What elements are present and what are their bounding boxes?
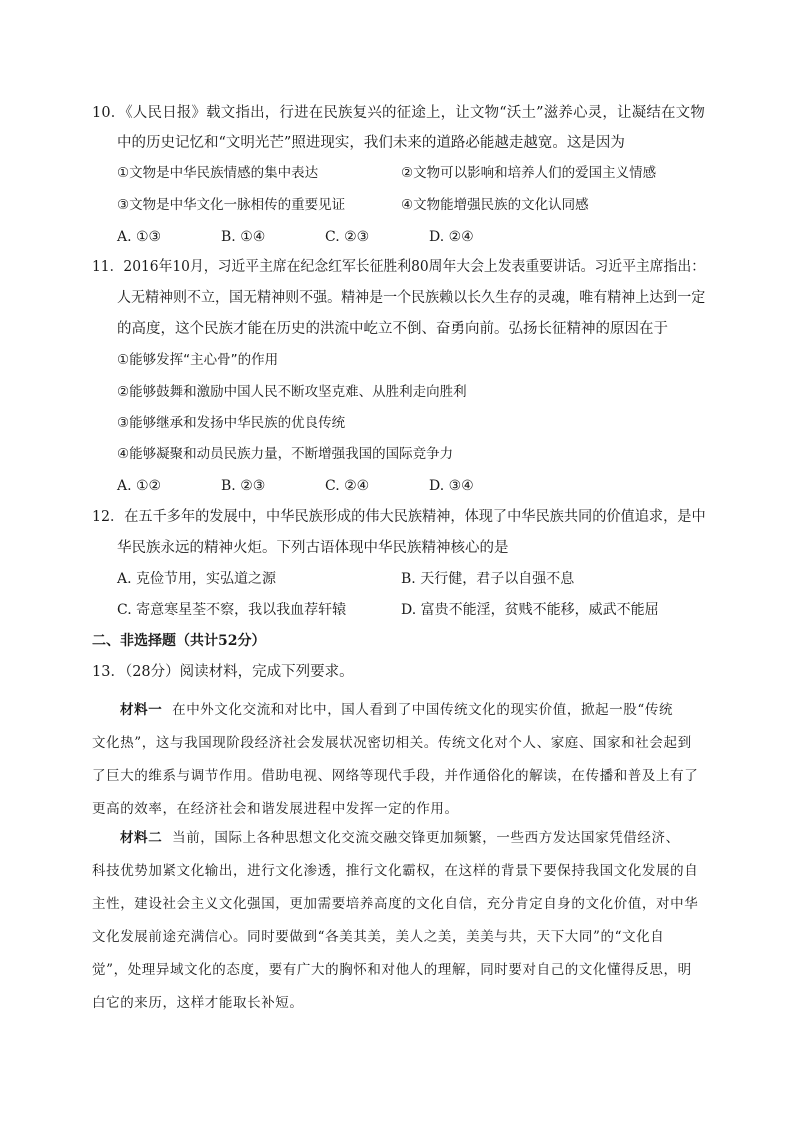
material-1-line1 bbox=[120, 700, 673, 720]
q11-item-3: ③能够继承和发扬中华民族的优良传统 bbox=[117, 415, 346, 431]
q11-stem-line1: 11．2016年10月，习近平主席在纪念红军长征胜利80周年大会上发表重要讲话。习近平主席指出： bbox=[92, 259, 706, 275]
q10-stem-line1: 10．《人民日报》载文指出，行进在民族复兴的征途上，让文物“沃土”滋养心灵，让凝结在文物 bbox=[92, 105, 705, 121]
q10-stem-line2: 中的历史记忆和“文明光芒”照进现实，我们未来的道路必能越走越宽。这是因为 bbox=[117, 135, 625, 151]
q11-item-1: ①能够发挥“主心骨”的作用 bbox=[117, 352, 279, 368]
q12-choice-b[interactable]: B. 天行健，君子以自强不息 bbox=[401, 571, 575, 587]
material-2-line5: 觉”，处理异域文化的态度，要有广大的胸怀和对他人的理解，同时要对自己的文化懂得反思，明 bbox=[92, 962, 692, 978]
q11-stem-line2: 人无精神则不立，国无精神则不强。精神是一个民族赖以长久生存的灵魂，唯有精神上达到一定 bbox=[117, 290, 706, 306]
material-2-line1 bbox=[120, 828, 680, 848]
q10-item-2: ②文物可以影响和培养人们的爱国主义情感 bbox=[401, 165, 657, 181]
material-1-line3: 了巨大的维系与调节作用。借助电视、网络等现代手段，并作通俗化的解读，在传播和普及上有了 bbox=[92, 768, 699, 784]
material-2-line6: 白它的来历，这样才能取长补短。 bbox=[92, 995, 304, 1011]
q11-choice-b[interactable]: B. ②③ bbox=[221, 478, 266, 494]
q12-stem-line2: 华民族永远的精神火炬。下列古语体现中华民族精神核心的是 bbox=[117, 540, 509, 556]
q10-choice-b[interactable]: B. ①④ bbox=[221, 229, 266, 245]
q10-item-4: ④文物能增强民族的文化认同感 bbox=[401, 197, 589, 213]
q10-choice-a[interactable]: A. ①③ bbox=[117, 229, 162, 245]
q13-stem: 13．（28分）阅读材料，完成下列要求。 bbox=[92, 664, 354, 680]
material-2-line2: 科技优势加紧文化输出，进行文化渗透，推行文化霸权，在这样的背景下要保持我国文化发展的自 bbox=[92, 863, 699, 879]
q12-choice-d[interactable]: D. 富贵不能淫，贫贱不能移，威武不能屈 bbox=[401, 602, 659, 618]
q12-stem-line1: 12．在五千多年的发展中，中华民族形成的伟大民族精神，体现了中华民族共同的价值追求，是中 bbox=[92, 509, 706, 525]
q11-choice-a[interactable]: A. ①② bbox=[117, 478, 162, 494]
material-2-line4: 文化发展前途充满信心。同时要做到“各美其美，美人之美，美美与共，天下大同”的“文化自 bbox=[92, 929, 665, 945]
q10-choice-c[interactable]: C. ②③ bbox=[325, 229, 370, 245]
q10-item-3: ③文物是中华文化一脉相传的重要见证 bbox=[117, 197, 346, 213]
material-1-line4: 更高的效率，在经济社会和谐发展进程中发挥一定的作用。 bbox=[92, 801, 459, 817]
q10-item-1: ①文物是中华民族情感的集中表达 bbox=[117, 165, 319, 181]
material-1-label: 材料一 bbox=[120, 702, 163, 718]
q11-choice-d[interactable]: D. ③④ bbox=[429, 478, 474, 494]
q11-choice-c[interactable]: C. ②④ bbox=[325, 478, 370, 494]
material-2-label: 材料二 bbox=[120, 830, 163, 846]
material-2-text: 当前，国际上各种思想文化交流交融交锋更加频繁，一些西方发达国家凭借经济、 bbox=[172, 830, 680, 846]
section-heading: 二、非选择题（共计52分） bbox=[92, 633, 266, 649]
q11-stem-line3: 的高度，这个民族才能在历史的洪流中屹立不倒、奋勇向前。弘扬长征精神的原因在于 bbox=[117, 321, 668, 337]
q10-choice-d[interactable]: D. ②④ bbox=[429, 229, 474, 245]
q11-item-2: ②能够鼓舞和激励中国人民不断攻坚克难、从胜利走向胜利 bbox=[117, 384, 467, 400]
q11-item-4: ④能够凝聚和动员民族力量，不断增强我国的国际竞争力 bbox=[117, 446, 454, 462]
material-1-line2: 文化热”，这与我国现阶段经济社会发展状况密切相关。传统文化对个人、家庭、国家和社会起到 bbox=[92, 735, 692, 751]
q12-choice-c[interactable]: C. 寄意寒星荃不察，我以我血荐轩辕 bbox=[117, 602, 347, 618]
material-2-line3: 主性，建设社会主义文化强国，更加需要培养高度的文化自信，充分肯定自身的文化价值，对中华 bbox=[92, 896, 699, 912]
material-1-text: 在中外文化交流和对比中，国人看到了中国传统文化的现实价值，掀起一股“传统 bbox=[172, 702, 674, 718]
q12-choice-a[interactable]: A. 克俭节用，实弘道之源 bbox=[117, 571, 277, 587]
